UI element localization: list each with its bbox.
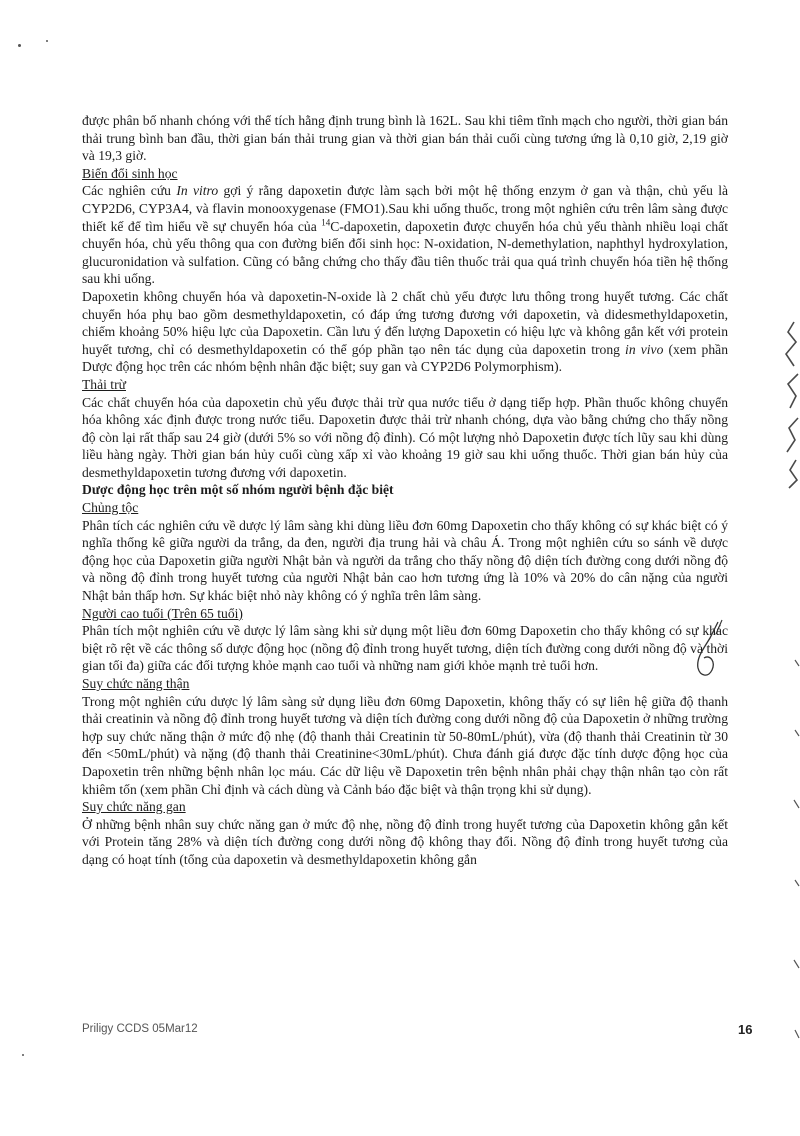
scan-speck	[46, 40, 48, 42]
paragraph-race: Phân tích các nghiên cứu về dược lý lâm sàng khi dùng liều đơn 60mg Dapoxetin cho thấy không có sự khác biệt có ý nghĩa thống kê giữa người da trắng, da đen, người địa trung hải và châu Á. Trong một nghiên cứu so sánh về dược động học của Dapoxetin giữa người Nhật bản và người da trắng cho thấy nồng độ diện tích đường cong dưới nồng độ và nồng độ đỉnh trong huyết tương của người Nhật bản cao hơn tương ứng là 10% và 20% do cân nặng của người Nhật bản thấp hơn. Sự khác biệt nhỏ này không có ý nghĩa trên lâm sàng.	[82, 517, 728, 604]
text-run: gợi ý rằng dapoxetin được làm sạch bởi một hệ thống enzym ở gan và thận, chủ yếu là CYP2D6, CYP3A4, và flavin monooxygenase (FMO1).Sau khi uống thuốc, trong một nghiên cứu trên lâm sàng được thiết kế để tìm hiểu về sự chuyển hóa của	[82, 183, 728, 234]
text-run: (xem phần Dược động học trên các nhóm bệnh nhân đặc biệt; suy gan và CYP2D6 Polymorphism).	[82, 341, 728, 375]
scan-speck	[18, 44, 21, 47]
superscript-isotope: 14	[321, 217, 331, 228]
italic-term: In vitro	[176, 183, 219, 199]
heading-race: Chủng tộc	[82, 500, 139, 516]
signature-mark	[688, 618, 728, 688]
heading-hepatic-impairment: Suy chức năng gan	[82, 799, 186, 815]
margin-marks	[790, 640, 800, 1060]
document-body	[82, 112, 728, 869]
page-number: 16	[738, 1022, 753, 1037]
paragraph-distribution: được phân bố nhanh chóng với thể tích hằng định trung bình là 162L. Sau khi tiêm tĩnh mạch cho người, thời gian bán thải trung bình ban đầu, thời gian bán thải trung gian và thời gian bán thải cuối cùng tương ứng là 0,10 giờ, 2,19 giờ và 19,3 giờ.	[82, 113, 728, 164]
heading-elderly: Người cao tuổi (Trên 65 tuổi)	[82, 605, 243, 621]
paragraph-elimination: Các chất chuyển hóa của dapoxetin chủ yếu được thải trừ qua nước tiểu ở dạng tiếp hợp. Phần thuốc không chuyển hóa không xác định được trong nước tiểu. Dapoxetin được thải trừ nhanh chóng, dựa vào bằng chứng cho thấy nồng độ còn lại rất thấp sau 24 giờ (dưới 5% so với nồng độ đỉnh). Có một lượng nhỏ Dapoxetin được tích lũy sau khi dùng liều hàng ngày. Thời gian bán hủy cuối cùng xấp xỉ vào khoảng 19 giờ sau khi uống thuốc. Thời gian bán hủy của desmethyldapoxetin tương đương với dapoxetin.	[82, 394, 728, 480]
heading-biotransformation: Biến đổi sinh học	[82, 165, 178, 181]
footer-document-id: Priligy CCDS 05Mar12	[82, 1023, 198, 1035]
stamp-edge-mark	[780, 318, 800, 490]
text-run: Các nghiên cứu	[82, 183, 177, 199]
paragraph-elderly: Phân tích một nghiên cứu về dược lý lâm sàng khi sử dụng một liều đơn 60mg Dapoxetin cho thấy không có sự khác biệt rõ rệt về các thông số dược động học (nồng độ đỉnh trong huyết tương, diện tích đường cong dưới nồng độ và thời gian tối đa) giữa các đối tượng khỏe mạnh cao tuổi và những nam giới khỏe mạnh trẻ tuổi hơn.	[82, 623, 728, 674]
paragraph-metabolites	[82, 288, 728, 376]
scan-speck	[22, 1054, 24, 1056]
paragraph-renal-impairment: Trong một nghiên cứu dược lý lâm sàng sử dụng liều đơn 60mg Dapoxetin, không thấy có sự liên hệ giữa độ thanh thải creatinin và nồng độ đỉnh trong huyết tương và diện tích đường cong dưới nồng độ của Dapoxetin ở những trường hợp suy chức năng thận ở mức độ nhẹ (độ thanh thải Creatinin từ 50-80mL/phút), vừa (độ thanh thải Creatinin từ 30 đến <50mL/phút) và nặng (độ thanh thải Creatinine<30mL/phút). Chưa đánh giá được đặc tính dược động học của Dapoxetin trên những bệnh nhân lọc máu. Các dữ liệu về Dapoxetin trên bệnh nhân phải chạy thận nhân tạo còn rất khiêm tốn (xem phần Chỉ định và cách dùng và Cảnh báo đặc biệt và thận trọng khi sử dụng).	[82, 693, 728, 797]
heading-elimination: Thải trừ	[82, 376, 126, 392]
section-title-special-populations: Dược động học trên một số nhóm người bệnh đặc biệt	[82, 482, 394, 498]
paragraph-hepatic-impairment: Ở những bệnh nhân suy chức năng gan ở mức độ nhẹ, nồng độ đỉnh trong huyết tương của Dapoxetin không gắn kết với Protein tăng 28% và diện tích đường cong dưới nồng độ không thay đổi. Nồng độ đỉnh trong huyết tương của dạng có hoạt tính (tổng của dapoxetin và desmethyldapoxetin không gắn	[82, 816, 728, 867]
paragraph-biotransformation	[82, 182, 728, 288]
text-run: Dapoxetin không chuyển hóa và dapoxetin-N-oxide là 2 chất chủ yếu được lưu thông trong huyết tương. Các chất chuyển hóa phụ bao gồm desmethyldapoxetin, có đáp ứng tương đương với dapoxetin, và didesmethyldapoxetin, chiếm khoảng 50% hiệu lực của Dapoxetin. Cần lưu ý đến lượng Dapoxetin có hiệu lực và không gắn kết với protein huyết tương, chỉ có desmethyldapoxetin có thể góp phần tạo nên tác dụng của dapoxetin trong	[82, 288, 728, 357]
text-run: C-dapoxetin, dapoxetin được chuyển hóa chủ yếu thành nhiều loại chất chuyển hóa, chủ yếu thông qua con đường biến đổi sinh học: N-oxidation, N-demethylation, naphthyl hydroxylation, glucuronidation và sulfation. Cũng có bằng chứng cho thấy đầu tiên thuốc trải qua quá trình chuyển hóa tiền hệ thống sau khi uống.	[82, 218, 728, 287]
italic-term: in vivo	[625, 341, 664, 357]
heading-renal-impairment: Suy chức năng thận	[82, 676, 190, 691]
